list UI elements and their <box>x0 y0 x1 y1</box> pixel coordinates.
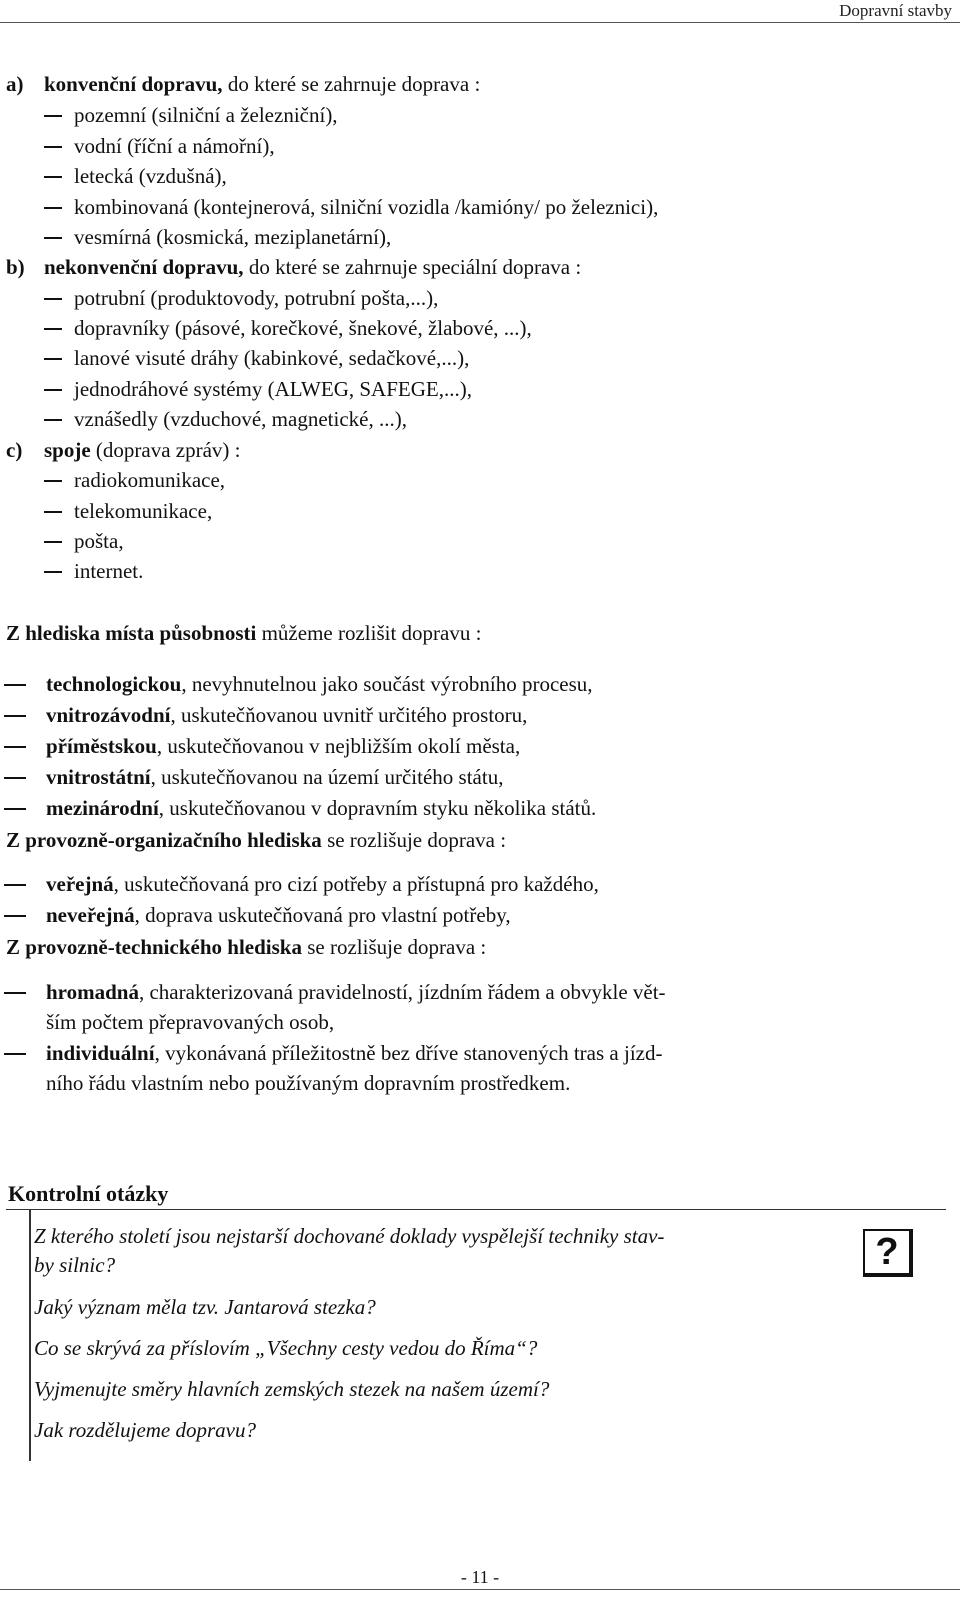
dash-bullet <box>4 715 26 717</box>
quiz-side-bar <box>29 1209 31 1461</box>
term-desc-continued: ního řádu vlastním nebo používaným dopravním prostředkem. <box>46 1071 571 1095</box>
dash-bullet <box>44 358 62 360</box>
quiz-question-continued: by silnic? <box>34 1253 116 1277</box>
dash-bullet <box>4 915 26 917</box>
dash-bullet <box>4 746 26 748</box>
list-item-text: kombinovaná (kontejnerová, silniční vozidla /kamióny/ po železnici), <box>74 195 659 219</box>
list-item-text: vodní (říční a námořní), <box>74 134 275 158</box>
page-header <box>0 0 960 23</box>
dash-bullet <box>44 298 62 300</box>
quiz-question: Co se skrývá za příslovím „Všechny cesty vedou do Říma“? <box>34 1336 538 1360</box>
tech-heading-bold: Z provozně-technického hlediska <box>6 935 302 959</box>
section-b-bold: nekonvenční dopravu, <box>44 255 244 279</box>
list-item-text: dopravníky (pásové, korečkové, šnekové, žlabové, ...), <box>74 316 532 340</box>
place-heading-rest: můžeme rozlišit dopravu : <box>256 621 482 645</box>
list-item-text: letecká (vzdušná), <box>74 164 227 188</box>
term: hromadná <box>46 980 139 1004</box>
dash-bullet <box>44 571 62 573</box>
quiz-question: Jak rozdělujeme dopravu? <box>34 1418 256 1442</box>
term-desc-continued: ším počtem přepravovaných osob, <box>46 1010 335 1034</box>
dash-bullet <box>44 176 62 178</box>
section-c-rest: (doprava zpráv) : <box>90 438 241 462</box>
list-item-text: pozemní (silniční a železniční), <box>74 103 338 127</box>
section-letter: c) <box>6 438 23 462</box>
dash-bullet <box>44 389 62 391</box>
term: individuální <box>46 1041 155 1065</box>
quiz-divider <box>6 1209 946 1210</box>
term: veřejná <box>46 872 114 896</box>
term-desc: , vykonávaná příležitostně bez dříve stanovených tras a jízd- <box>154 1041 663 1065</box>
term-desc: , uskutečňovanou uvnitř určitého prostoru, <box>170 703 528 727</box>
term-desc: , uskutečňovanou na území určitého státu, <box>150 765 504 789</box>
dash-bullet <box>4 777 26 779</box>
tech-heading-rest: se rozlišuje doprava : <box>301 935 487 959</box>
term: příměstskou <box>46 734 157 758</box>
list-item-text: lanové visuté dráhy (kabinkové, sedačkové,...), <box>74 346 470 370</box>
dash-bullet <box>44 146 62 148</box>
quiz-question: Jaký význam měla tzv. Jantarová stezka? <box>34 1295 376 1319</box>
term: mezinárodní <box>46 796 159 820</box>
section-c-bold: spoje <box>44 438 91 462</box>
term-desc: , uskutečňovaná pro cizí potřeby a přístupná pro každého, <box>113 872 599 896</box>
term: vnitrostátní <box>46 765 151 789</box>
section-a-rest: do které se zahrnuje doprava : <box>222 72 481 96</box>
list-item-text: jednodráhové systémy (ALWEG, SAFEGE,...), <box>74 377 472 401</box>
list-item-text: potrubní (produktovody, potrubní pošta,...), <box>74 286 439 310</box>
term-desc: , nevyhnutelnou jako součást výrobního procesu, <box>181 672 593 696</box>
quiz-question: Z kterého století jsou nejstarší dochované doklady vyspělejší techniky stav- <box>34 1224 665 1248</box>
dash-bullet <box>4 884 26 886</box>
term: vnitrozávodní <box>46 703 171 727</box>
dash-bullet <box>44 419 62 421</box>
term: neveřejná <box>46 903 135 927</box>
list-item-text: vesmírná (kosmická, meziplanetární), <box>74 225 392 249</box>
dash-bullet <box>44 328 62 330</box>
tech-heading <box>6 934 486 961</box>
dash-bullet <box>44 115 62 117</box>
section-letter: a) <box>6 72 24 96</box>
list-item-text: vznášedly (vzduchové, magnetické, ...), <box>74 407 407 431</box>
section-b-rest: do které se zahrnuje speciální doprava : <box>243 255 582 279</box>
term-desc: , doprava uskutečňovaná pro vlastní potřeby, <box>134 903 511 927</box>
header-title: Dopravní stavby <box>839 1 952 20</box>
term-desc: , uskutečňovanou v dopravním styku několika států. <box>158 796 597 820</box>
place-heading <box>6 620 481 647</box>
dash-bullet <box>4 992 26 994</box>
page-number: - 11 - <box>460 1567 500 1587</box>
section-a-bold: konvenční dopravu, <box>44 72 223 96</box>
section-letter: b) <box>6 255 25 279</box>
org-heading <box>6 827 506 854</box>
dash-bullet <box>4 684 26 686</box>
dash-bullet <box>44 480 62 482</box>
list-item-text: telekomunikace, <box>74 499 213 523</box>
dash-bullet <box>4 808 26 810</box>
org-heading-bold: Z provozně-organizačního hlediska <box>6 828 322 852</box>
dash-bullet <box>44 207 62 209</box>
term: technologickou <box>46 672 182 696</box>
question-mark-icon: ? <box>863 1229 913 1277</box>
list-item-text: pošta, <box>74 529 124 553</box>
dash-bullet <box>44 511 62 513</box>
org-heading-rest: se rozlišuje doprava : <box>321 828 507 852</box>
footer-divider <box>0 1589 960 1590</box>
list-item-text: internet. <box>74 559 144 583</box>
dash-bullet <box>44 541 62 543</box>
quiz-title: Kontrolní otázky <box>8 1181 169 1206</box>
term-desc: , uskutečňovanou v nejbližším okolí města, <box>156 734 521 758</box>
place-heading-bold: Z hlediska místa působnosti <box>6 621 257 645</box>
term-desc: , charakterizovaná pravidelností, jízdním řádem a obvykle vět- <box>138 980 666 1004</box>
dash-bullet <box>44 237 62 239</box>
dash-bullet <box>4 1053 26 1055</box>
quiz-question: Vyjmenujte směry hlavních zemských stezek na našem území? <box>34 1377 550 1401</box>
list-item-text: radiokomunikace, <box>74 468 226 492</box>
